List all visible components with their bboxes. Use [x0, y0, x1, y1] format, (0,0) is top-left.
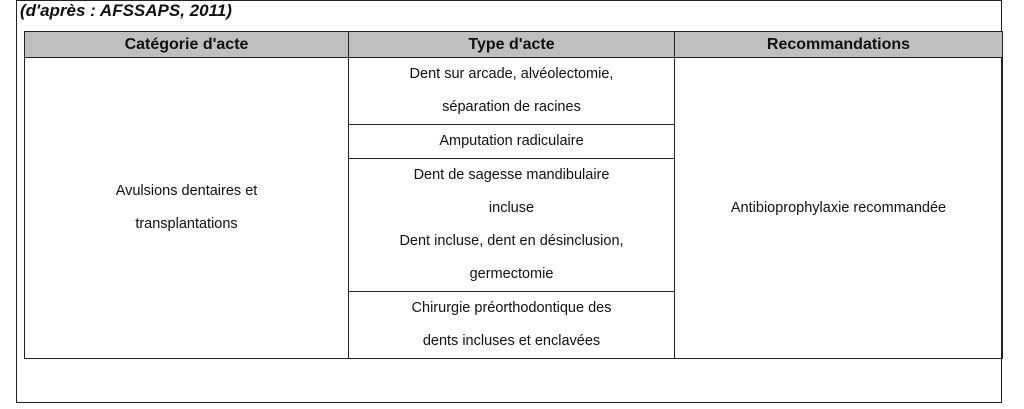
recommendation-cell: Antibioprophylaxie recommandée [675, 58, 1003, 359]
type-line: Dent incluse, dent en désinclusion, [399, 233, 624, 249]
category-cell [25, 58, 349, 359]
type-line: Dent sur arcade, alvéolectomie, [409, 66, 614, 82]
type-line: incluse [488, 200, 535, 216]
source-caption: (d'après : AFSSAPS, 2011) [16, 0, 1002, 22]
type-cell [349, 159, 675, 292]
category-line: transplantations [135, 216, 238, 232]
type-line: Chirurgie préorthodontique des [411, 300, 612, 316]
recommendations-table [24, 31, 1003, 359]
type-cell [349, 292, 675, 359]
header-category: Catégorie d'acte [25, 32, 349, 58]
header-recommendations: Recommandations [675, 32, 1003, 58]
type-cell [349, 58, 675, 125]
type-line: Amputation radiculaire [439, 133, 584, 149]
table-row [25, 58, 1003, 125]
bottom-border [16, 402, 1002, 403]
type-line: Dent de sagesse mandibulaire [413, 167, 610, 183]
type-line: germectomie [469, 266, 554, 282]
type-line: séparation de racines [442, 99, 581, 115]
type-line: dents incluses et enclavées [422, 333, 601, 349]
header-type: Type d'acte [349, 32, 675, 58]
table-header-row [25, 32, 1003, 58]
category-line: Avulsions dentaires et [115, 183, 258, 199]
type-cell [349, 125, 675, 159]
